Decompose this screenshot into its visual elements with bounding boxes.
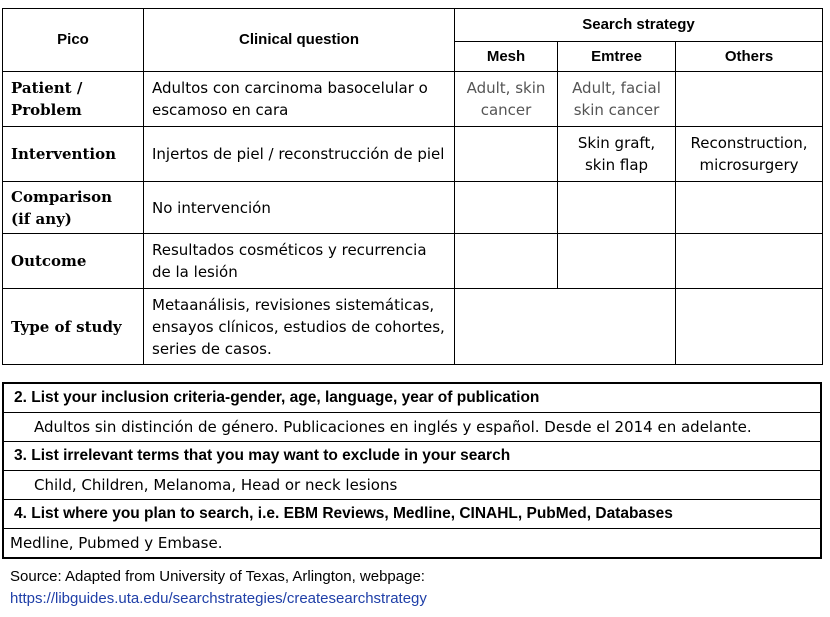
- table-row: [3, 289, 823, 365]
- clinical-question-cell: Metaanálisis, revisiones sistemáticas, ensayos clínicos, estudios de cohortes, series de casos.: [144, 289, 455, 365]
- pico-table: [2, 8, 823, 365]
- others-cell: Reconstruction, microsurgery: [676, 127, 823, 182]
- mesh-cell: Adult, skin cancer: [455, 72, 558, 127]
- mesh-emtree-cell: [455, 289, 676, 365]
- others-cell: [676, 289, 823, 365]
- table-row: [3, 182, 823, 234]
- row-label: Comparison (if any): [3, 182, 144, 234]
- table-row: [3, 234, 823, 289]
- irrelevant-terms-text: Child, Children, Melanoma, Head or neck lesions: [4, 471, 820, 500]
- inclusion-criteria-text: Adultos sin distinción de género. Publicaciones en inglés y español. Desde el 2014 en adelante.: [4, 413, 820, 442]
- table-row: [3, 72, 823, 127]
- header-clinical-question: Clinical question: [144, 9, 455, 72]
- clinical-question-cell: Resultados cosméticos y recurrencia de la lesión: [144, 234, 455, 289]
- others-cell: [676, 234, 823, 289]
- header-others: Others: [676, 42, 823, 72]
- mesh-cell: [455, 182, 558, 234]
- others-cell: [676, 182, 823, 234]
- row-label: Patient / Problem: [3, 72, 144, 127]
- row-label: Intervention: [3, 127, 144, 182]
- source-link[interactable]: https://libguides.uta.edu/searchstrategies/createsearchstrategy: [10, 590, 427, 607]
- header-emtree: Emtree: [558, 42, 676, 72]
- source-note: [10, 566, 427, 610]
- table-row: [3, 127, 823, 182]
- header-search-strategy: Search strategy: [455, 9, 823, 42]
- header-pico: Pico: [3, 9, 144, 72]
- emtree-cell: Adult, facial skin cancer: [558, 72, 676, 127]
- inclusion-criteria-heading: 2. List your inclusion criteria-gender, age, language, year of publication: [4, 384, 820, 413]
- mesh-cell: [455, 127, 558, 182]
- emtree-cell: Skin graft, skin flap: [558, 127, 676, 182]
- emtree-cell: [558, 182, 676, 234]
- row-label: Type of study: [3, 289, 144, 365]
- mesh-cell: [455, 234, 558, 289]
- search-locations-text: Medline, Pubmed y Embase.: [10, 534, 223, 552]
- row-label: Outcome: [3, 234, 144, 289]
- criteria-box: [2, 382, 822, 559]
- irrelevant-terms-heading: 3. List irrelevant terms that you may want to exclude in your search: [4, 442, 820, 471]
- clinical-question-cell: No intervención: [144, 182, 455, 234]
- source-text: Source: Adapted from University of Texas, Arlington, webpage:: [10, 568, 425, 585]
- emtree-cell: [558, 234, 676, 289]
- others-cell: [676, 72, 823, 127]
- clinical-question-cell: Adultos con carcinoma basocelular o escamoso en cara: [144, 72, 455, 127]
- header-mesh: Mesh: [455, 42, 558, 72]
- clinical-question-cell: Injertos de piel / reconstrucción de piel: [144, 127, 455, 182]
- search-locations-heading: 4. List where you plan to search, i.e. EBM Reviews, Medline, CINAHL, PubMed, Databases: [4, 500, 820, 529]
